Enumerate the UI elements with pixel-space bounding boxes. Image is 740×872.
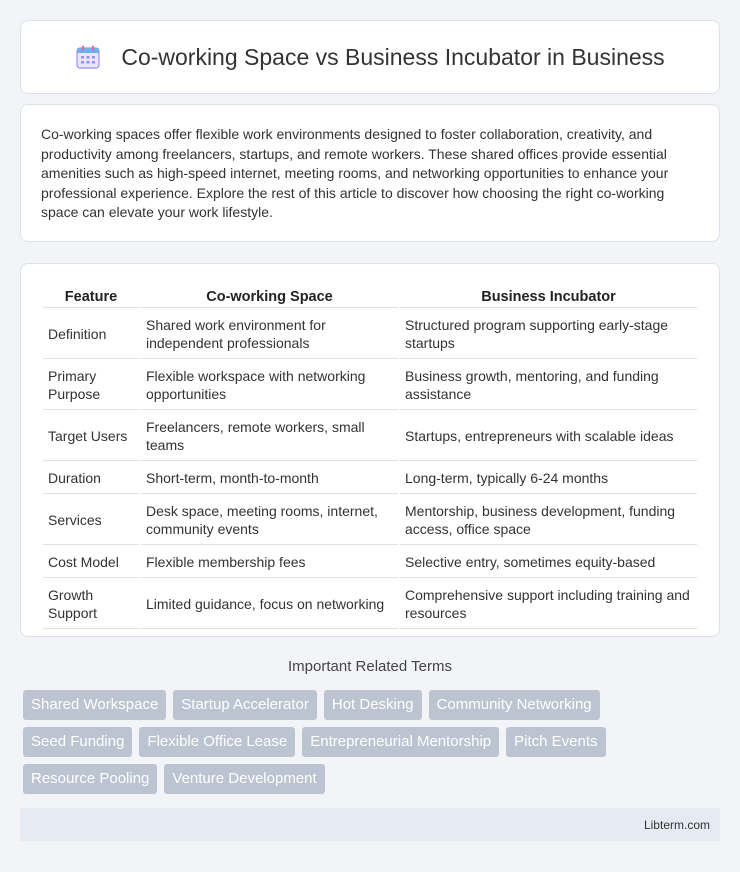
incubator-cell: Mentorship, business development, funding access, office space xyxy=(400,496,697,545)
term-tag[interactable]: Shared Workspace xyxy=(23,690,166,720)
incubator-cell: Startups, entrepreneurs with scalable ideas xyxy=(400,412,697,461)
table-row xyxy=(43,310,697,359)
feature-cell: Definition xyxy=(43,310,139,359)
feature-cell: Target Users xyxy=(43,412,139,461)
term-tag[interactable]: Venture Development xyxy=(164,764,324,794)
coworking-cell: Short-term, month-to-month xyxy=(141,463,398,494)
feature-cell: Cost Model xyxy=(43,547,139,578)
term-tag[interactable]: Hot Desking xyxy=(324,690,422,720)
table-row xyxy=(43,580,697,629)
coworking-cell: Limited guidance, focus on networking xyxy=(141,580,398,629)
header-incubator: Business Incubator xyxy=(400,286,697,308)
term-tag[interactable]: Resource Pooling xyxy=(23,764,157,794)
related-terms-heading: Important Related Terms xyxy=(288,658,452,675)
term-tag[interactable]: Flexible Office Lease xyxy=(139,727,295,757)
related-terms-list xyxy=(23,690,723,801)
footer xyxy=(20,808,720,841)
feature-cell: Primary Purpose xyxy=(43,361,139,410)
calendar-grid-icon xyxy=(75,44,101,70)
coworking-cell: Flexible workspace with networking opportunities xyxy=(141,361,398,410)
feature-cell: Services xyxy=(43,496,139,545)
comparison-card xyxy=(20,263,720,637)
term-tag[interactable]: Seed Funding xyxy=(23,727,132,757)
term-tag[interactable]: Entrepreneurial Mentorship xyxy=(302,727,499,757)
incubator-cell: Selective entry, sometimes equity-based xyxy=(400,547,697,578)
coworking-cell: Shared work environment for independent professionals xyxy=(141,310,398,359)
coworking-cell: Desk space, meeting rooms, internet, community events xyxy=(141,496,398,545)
header-feature: Feature xyxy=(43,286,139,308)
incubator-cell: Structured program supporting early-stage startups xyxy=(400,310,697,359)
comparison-table xyxy=(41,284,699,631)
coworking-cell: Freelancers, remote workers, small teams xyxy=(141,412,398,461)
term-tag[interactable]: Community Networking xyxy=(429,690,600,720)
table-header-row xyxy=(43,286,697,308)
feature-cell: Duration xyxy=(43,463,139,494)
page-title: Co-working Space vs Business Incubator in Business xyxy=(121,43,665,70)
footer-site-link[interactable]: Libterm.com xyxy=(643,818,710,832)
intro-card xyxy=(20,104,720,242)
incubator-cell: Comprehensive support including training and resources xyxy=(400,580,697,629)
term-tag[interactable]: Startup Accelerator xyxy=(173,690,317,720)
table-row xyxy=(43,496,697,545)
intro-text: Co-working spaces offer flexible work environments designed to foster collaboration, creativity, and productivity among freelancers, startups, and remote workers. These shared offices provide essential amenities such as high-speed internet, meeting rooms, and networking opportunities to enhance your professional experience. Explore the rest of this article to discover how choosing the right co-working space can elevate your work lifestyle. xyxy=(41,126,669,221)
term-tag[interactable]: Pitch Events xyxy=(506,727,605,757)
table-row xyxy=(43,412,697,461)
table-row xyxy=(43,361,697,410)
header-coworking: Co-working Space xyxy=(141,286,398,308)
incubator-cell: Long-term, typically 6-24 months xyxy=(400,463,697,494)
table-row xyxy=(43,463,697,494)
table-row xyxy=(43,547,697,578)
feature-cell: Growth Support xyxy=(43,580,139,629)
title-card xyxy=(20,20,720,94)
coworking-cell: Flexible membership fees xyxy=(141,547,398,578)
incubator-cell: Business growth, mentoring, and funding assistance xyxy=(400,361,697,410)
